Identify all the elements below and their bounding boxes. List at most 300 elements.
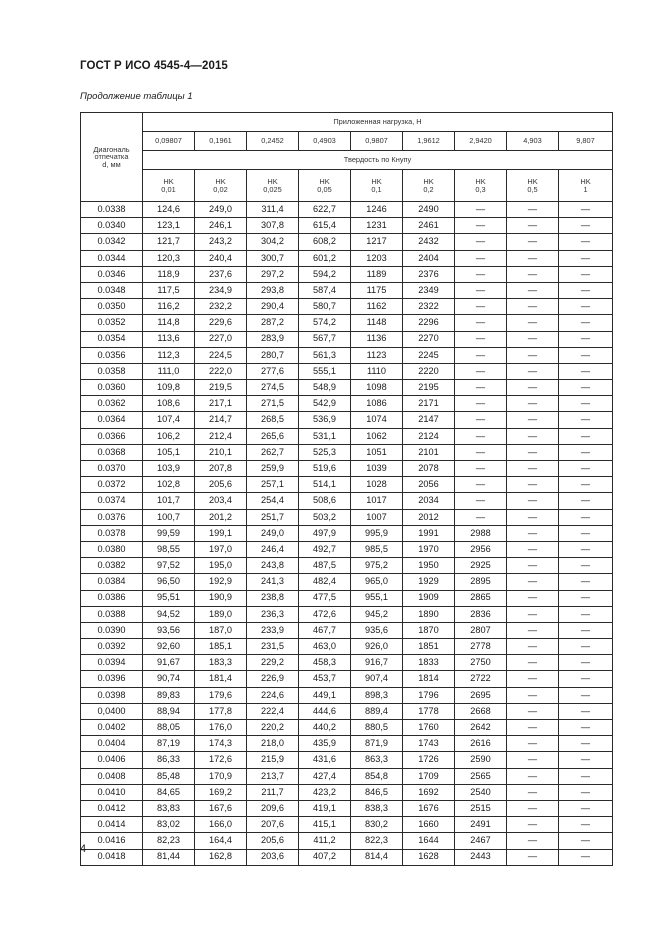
hardness-cell: 477,5: [299, 590, 351, 606]
hardness-cell: —: [559, 574, 613, 590]
diagonal-cell: 0.0350: [81, 299, 143, 315]
hardness-cell: 2590: [455, 752, 507, 768]
hardness-cell: 111,0: [143, 363, 195, 379]
hardness-cell: 2376: [403, 266, 455, 282]
hardness-cell: 2147: [403, 412, 455, 428]
hardness-cell: 2895: [455, 574, 507, 590]
table-row: [81, 428, 613, 444]
hardness-cell: 123,1: [143, 218, 195, 234]
hardness-cell: —: [559, 363, 613, 379]
hardness-cell: 197,0: [195, 541, 247, 557]
hardness-cell: 113,6: [143, 331, 195, 347]
diagonal-cell: 0.0386: [81, 590, 143, 606]
diagonal-header-line: Диагональ: [93, 144, 130, 154]
hardness-cell: —: [455, 282, 507, 298]
hardness-cell: 1851: [403, 639, 455, 655]
hardness-cell: —: [559, 380, 613, 396]
hardness-cell: —: [559, 509, 613, 525]
diagonal-cell: 0.0360: [81, 380, 143, 396]
hardness-cell: 246,1: [195, 218, 247, 234]
hardness-cell: 2836: [455, 606, 507, 622]
hardness-cell: 203,6: [247, 849, 299, 865]
hardness-cell: 926,0: [351, 639, 403, 655]
hardness-cell: 114,8: [143, 315, 195, 331]
hardness-cell: —: [559, 655, 613, 671]
hardness-cell: 222,4: [247, 703, 299, 719]
scale-symbol: HK: [163, 177, 174, 187]
hardness-cell: —: [507, 655, 559, 671]
table-body: [81, 202, 613, 866]
hardness-cell: 2467: [455, 833, 507, 849]
hardness-cell: —: [455, 428, 507, 444]
hardness-cell: 257,1: [247, 477, 299, 493]
hardness-cell: —: [507, 558, 559, 574]
hardness-cell: 105,1: [143, 444, 195, 460]
hardness-cell: 237,6: [195, 266, 247, 282]
table-row: [81, 396, 613, 412]
diagonal-cell: 0.0352: [81, 315, 143, 331]
hardness-cell: 185,1: [195, 639, 247, 655]
hardness-cell: 224,6: [247, 687, 299, 703]
hardness-cell: —: [455, 234, 507, 250]
hardness-cell: 224,5: [195, 347, 247, 363]
hardness-cell: 1062: [351, 428, 403, 444]
hardness-cell: 106,2: [143, 428, 195, 444]
hardness-cell: 1039: [351, 461, 403, 477]
hardness-cell: 1175: [351, 282, 403, 298]
load-value: 0,1961: [195, 132, 247, 151]
hardness-cell: 220,2: [247, 720, 299, 736]
scale-load: 0,025: [263, 184, 282, 194]
hardness-cell: 2034: [403, 493, 455, 509]
table-row: [81, 444, 613, 460]
hardness-cell: 985,5: [351, 541, 403, 557]
hardness-cell: 82,23: [143, 833, 195, 849]
hardness-cell: 124,6: [143, 202, 195, 218]
hardness-cell: —: [455, 380, 507, 396]
hardness-cell: 236,3: [247, 606, 299, 622]
hardness-cell: 871,9: [351, 736, 403, 752]
table-row: [81, 218, 613, 234]
hardness-cell: 1110: [351, 363, 403, 379]
hardness-cell: 863,3: [351, 752, 403, 768]
diagonal-cell: 0.0398: [81, 687, 143, 703]
hardness-cell: 440,2: [299, 720, 351, 736]
hardness-cell: 1628: [403, 849, 455, 865]
hardness-cell: 189,0: [195, 606, 247, 622]
scale-header: [351, 170, 403, 202]
hardness-cell: 89,83: [143, 687, 195, 703]
hardness-cell: 822,3: [351, 833, 403, 849]
hardness-cell: 274,5: [247, 380, 299, 396]
hardness-cell: —: [559, 266, 613, 282]
diagonal-cell: 0.0392: [81, 639, 143, 655]
scale-symbol: HK: [215, 177, 226, 187]
hardness-cell: 1833: [403, 655, 455, 671]
hardness-cell: —: [507, 299, 559, 315]
hardness-cell: 241,3: [247, 574, 299, 590]
hardness-cell: 2404: [403, 250, 455, 266]
hardness-cell: 1189: [351, 266, 403, 282]
hardness-cell: —: [455, 493, 507, 509]
scale-load: 0,2: [423, 184, 434, 194]
hardness-cell: 243,8: [247, 558, 299, 574]
hardness-cell: 482,4: [299, 574, 351, 590]
hardness-cell: —: [507, 218, 559, 234]
hardness-cell: 1692: [403, 784, 455, 800]
hardness-cell: 907,4: [351, 671, 403, 687]
hardness-cell: 1796: [403, 687, 455, 703]
diagonal-cell: 0.0346: [81, 266, 143, 282]
table-row: [81, 250, 613, 266]
hardness-cell: 814,4: [351, 849, 403, 865]
hardness-cell: 259,9: [247, 461, 299, 477]
diagonal-cell: 0.0418: [81, 849, 143, 865]
hardness-cell: 601,2: [299, 250, 351, 266]
hardness-cell: 229,2: [247, 655, 299, 671]
hardness-cell: —: [455, 509, 507, 525]
hardness-cell: —: [559, 720, 613, 736]
hardness-cell: 2540: [455, 784, 507, 800]
table-row: [81, 800, 613, 816]
hardness-cell: 2722: [455, 671, 507, 687]
hardness-cell: 227,0: [195, 331, 247, 347]
diagonal-cell: 0.0388: [81, 606, 143, 622]
hardness-cell: 1007: [351, 509, 403, 525]
hardness-cell: 232,2: [195, 299, 247, 315]
diagonal-cell: 0.0406: [81, 752, 143, 768]
hardness-cell: —: [559, 687, 613, 703]
hardness-cell: —: [559, 396, 613, 412]
hardness-cell: —: [507, 784, 559, 800]
diagonal-cell: 0.0378: [81, 525, 143, 541]
hardness-cell: 271,5: [247, 396, 299, 412]
diagonal-cell: 0.0340: [81, 218, 143, 234]
hardness-cell: 1709: [403, 768, 455, 784]
hardness-cell: —: [559, 234, 613, 250]
diagonal-cell: 0.0376: [81, 509, 143, 525]
scale-header: [403, 170, 455, 202]
diagonal-cell: 0.0362: [81, 396, 143, 412]
hardness-cell: 290,4: [247, 299, 299, 315]
hardness-cell: —: [559, 428, 613, 444]
hardness-cell: 587,4: [299, 282, 351, 298]
hardness-cell: 2515: [455, 800, 507, 816]
hardness-cell: 229,6: [195, 315, 247, 331]
hardness-cell: 265,6: [247, 428, 299, 444]
hardness-cell: —: [507, 639, 559, 655]
hardness-cell: —: [559, 800, 613, 816]
hardness-cell: —: [455, 412, 507, 428]
hardness-cell: 1644: [403, 833, 455, 849]
hardness-cell: —: [507, 477, 559, 493]
scale-load: 1: [583, 184, 588, 194]
table-row: [81, 590, 613, 606]
hardness-cell: —: [507, 736, 559, 752]
hardness-cell: 2865: [455, 590, 507, 606]
table-row: [81, 736, 613, 752]
hardness-cell: 304,2: [247, 234, 299, 250]
hardness-cell: 995,9: [351, 525, 403, 541]
hardness-cell: 2432: [403, 234, 455, 250]
hardness-cell: —: [559, 736, 613, 752]
hardness-cell: 622,7: [299, 202, 351, 218]
diagonal-cell: 0.0412: [81, 800, 143, 816]
hardness-cell: —: [455, 218, 507, 234]
hardness-cell: —: [559, 412, 613, 428]
hardness-cell: 98,55: [143, 541, 195, 557]
hardness-cell: 181,4: [195, 671, 247, 687]
hardness-cell: 594,2: [299, 266, 351, 282]
diagonal-cell: 0.0338: [81, 202, 143, 218]
hardness-cell: 164,4: [195, 833, 247, 849]
hardness-cell: —: [507, 428, 559, 444]
hardness-cell: 431,6: [299, 752, 351, 768]
hardness-cell: 1778: [403, 703, 455, 719]
hardness-cell: 531,1: [299, 428, 351, 444]
hardness-cell: 213,7: [247, 768, 299, 784]
hardness-cell: 218,0: [247, 736, 299, 752]
hardness-cell: 1814: [403, 671, 455, 687]
diagonal-header-line: d, мм: [102, 159, 121, 169]
hardness-cell: —: [507, 606, 559, 622]
hardness-cell: —: [455, 347, 507, 363]
table-row: [81, 380, 613, 396]
hardness-cell: 555,1: [299, 363, 351, 379]
diagonal-cell: 0.0390: [81, 622, 143, 638]
hardness-cell: 449,1: [299, 687, 351, 703]
hardness-cell: 548,9: [299, 380, 351, 396]
hardness-cell: 280,7: [247, 347, 299, 363]
table-row: [81, 849, 613, 865]
hardness-cell: —: [507, 380, 559, 396]
scale-header: [507, 170, 559, 202]
hardness-cell: 1123: [351, 347, 403, 363]
table-row: [81, 752, 613, 768]
scale-symbol: HK: [319, 177, 330, 187]
hardness-cell: 83,02: [143, 817, 195, 833]
hardness-cell: —: [559, 784, 613, 800]
hardness-cell: 112,3: [143, 347, 195, 363]
hardness-cell: —: [507, 461, 559, 477]
hardness-cell: 108,6: [143, 396, 195, 412]
load-value: 0,9807: [351, 132, 403, 151]
hardness-cell: —: [507, 800, 559, 816]
hardness-cell: —: [507, 250, 559, 266]
hardness-cell: —: [507, 752, 559, 768]
hardness-cell: 2195: [403, 380, 455, 396]
diagonal-cell: 0.0384: [81, 574, 143, 590]
scale-load: 0,5: [527, 184, 538, 194]
hardness-cell: 107,4: [143, 412, 195, 428]
hardness-cell: 536,9: [299, 412, 351, 428]
hardness-cell: —: [559, 444, 613, 460]
scale-header: [247, 170, 299, 202]
hardness-cell: —: [455, 266, 507, 282]
scale-header: [143, 170, 195, 202]
hardness-cell: —: [559, 639, 613, 655]
hardness-cell: —: [507, 234, 559, 250]
hardness-cell: 214,7: [195, 412, 247, 428]
hardness-cell: 300,7: [247, 250, 299, 266]
hardness-cell: 226,9: [247, 671, 299, 687]
scale-header: [299, 170, 351, 202]
hardness-cell: 2245: [403, 347, 455, 363]
diagonal-cell: 0.0408: [81, 768, 143, 784]
hardness-cell: —: [507, 525, 559, 541]
table-row: [81, 622, 613, 638]
hardness-cell: —: [507, 817, 559, 833]
table-row: [81, 299, 613, 315]
hardness-cell: 246,4: [247, 541, 299, 557]
hardness-cell: 1660: [403, 817, 455, 833]
load-value: 9,807: [559, 132, 613, 151]
table-row: [81, 606, 613, 622]
hardness-cell: 167,6: [195, 800, 247, 816]
hardness-cell: 2171: [403, 396, 455, 412]
hardness-cell: —: [559, 218, 613, 234]
hardness-cell: 1760: [403, 720, 455, 736]
hardness-cell: —: [507, 590, 559, 606]
hardness-cell: 203,4: [195, 493, 247, 509]
hardness-cell: 407,2: [299, 849, 351, 865]
page-number: 4: [80, 843, 87, 855]
hardness-cell: 846,5: [351, 784, 403, 800]
scale-load: 0,1: [371, 184, 382, 194]
hardness-cell: 210,1: [195, 444, 247, 460]
table-row: [81, 347, 613, 363]
hardness-cell: 2012: [403, 509, 455, 525]
hardness-cell: 1870: [403, 622, 455, 638]
hardness-cell: 2490: [403, 202, 455, 218]
hardness-cell: —: [559, 331, 613, 347]
hardness-cell: 192,9: [195, 574, 247, 590]
diagonal-cell: 0.0410: [81, 784, 143, 800]
hardness-cell: 2078: [403, 461, 455, 477]
scale-load: 0,01: [161, 184, 176, 194]
hardness-cell: 117,5: [143, 282, 195, 298]
table-row: [81, 266, 613, 282]
hardness-cell: —: [559, 461, 613, 477]
hardness-cell: 233,9: [247, 622, 299, 638]
scale-symbol: HK: [267, 177, 278, 187]
hardness-cell: —: [507, 622, 559, 638]
hardness-header: Твердость по Кнупу: [143, 151, 613, 170]
hardness-cell: —: [559, 558, 613, 574]
hardness-cell: —: [559, 833, 613, 849]
hardness-cell: 1743: [403, 736, 455, 752]
hardness-cell: —: [507, 833, 559, 849]
hardness-cell: 118,9: [143, 266, 195, 282]
diagonal-header-line: отпечатка: [94, 152, 129, 162]
diagonal-cell: 0.0382: [81, 558, 143, 574]
hardness-cell: 2925: [455, 558, 507, 574]
table-row: [81, 477, 613, 493]
hardness-cell: 1726: [403, 752, 455, 768]
hardness-cell: 205,6: [195, 477, 247, 493]
hardness-cell: —: [455, 250, 507, 266]
table-row: [81, 655, 613, 671]
hardness-cell: —: [559, 590, 613, 606]
hardness-cell: 287,2: [247, 315, 299, 331]
hardness-cell: 2124: [403, 428, 455, 444]
scale-load: 0,05: [317, 184, 332, 194]
diagonal-cell: 0.0364: [81, 412, 143, 428]
hardness-cell: —: [507, 396, 559, 412]
scale-load: 0,3: [475, 184, 486, 194]
scale-symbol: HK: [580, 177, 591, 187]
hardness-cell: 190,9: [195, 590, 247, 606]
hardness-cell: 162,8: [195, 849, 247, 865]
knoop-hardness-table: [80, 112, 613, 866]
hardness-cell: 170,9: [195, 768, 247, 784]
hardness-cell: 423,2: [299, 784, 351, 800]
hardness-cell: 880,5: [351, 720, 403, 736]
diagonal-cell: 0.0396: [81, 671, 143, 687]
hardness-cell: —: [455, 461, 507, 477]
table-row: [81, 202, 613, 218]
diagonal-cell: 0.0372: [81, 477, 143, 493]
hardness-cell: 176,0: [195, 720, 247, 736]
hardness-cell: 222,0: [195, 363, 247, 379]
hardness-cell: 94,52: [143, 606, 195, 622]
table-row: [81, 817, 613, 833]
hardness-cell: 2443: [455, 849, 507, 865]
hardness-cell: —: [559, 202, 613, 218]
hardness-cell: 86,33: [143, 752, 195, 768]
scale-load: 0,02: [213, 184, 228, 194]
hardness-cell: 234,9: [195, 282, 247, 298]
hardness-cell: —: [455, 477, 507, 493]
hardness-cell: 183,3: [195, 655, 247, 671]
hardness-cell: 207,8: [195, 461, 247, 477]
hardness-cell: 2668: [455, 703, 507, 719]
table-row: [81, 833, 613, 849]
hardness-cell: 1991: [403, 525, 455, 541]
hardness-cell: 103,9: [143, 461, 195, 477]
hardness-cell: 2296: [403, 315, 455, 331]
hardness-cell: 81,44: [143, 849, 195, 865]
hardness-cell: 209,6: [247, 800, 299, 816]
diagonal-cell: 0.0416: [81, 833, 143, 849]
hardness-cell: 2642: [455, 720, 507, 736]
hardness-cell: 1950: [403, 558, 455, 574]
diagonal-cell: 0.0366: [81, 428, 143, 444]
hardness-cell: —: [559, 315, 613, 331]
load-value: 0,2452: [247, 132, 299, 151]
table-row: [81, 493, 613, 509]
diagonal-cell: 0.0344: [81, 250, 143, 266]
hardness-cell: 1929: [403, 574, 455, 590]
hardness-cell: 293,8: [247, 282, 299, 298]
hardness-cell: 463,0: [299, 639, 351, 655]
hardness-cell: —: [559, 817, 613, 833]
hardness-cell: 166,0: [195, 817, 247, 833]
hardness-cell: —: [559, 622, 613, 638]
diagonal-cell: 0.0342: [81, 234, 143, 250]
hardness-cell: —: [507, 202, 559, 218]
hardness-cell: 88,05: [143, 720, 195, 736]
hardness-cell: 1086: [351, 396, 403, 412]
hardness-cell: —: [455, 299, 507, 315]
hardness-cell: 169,2: [195, 784, 247, 800]
hardness-cell: 100,7: [143, 509, 195, 525]
table-row: [81, 687, 613, 703]
hardness-cell: —: [507, 444, 559, 460]
hardness-cell: 92,60: [143, 639, 195, 655]
hardness-cell: 2750: [455, 655, 507, 671]
hardness-cell: 2565: [455, 768, 507, 784]
